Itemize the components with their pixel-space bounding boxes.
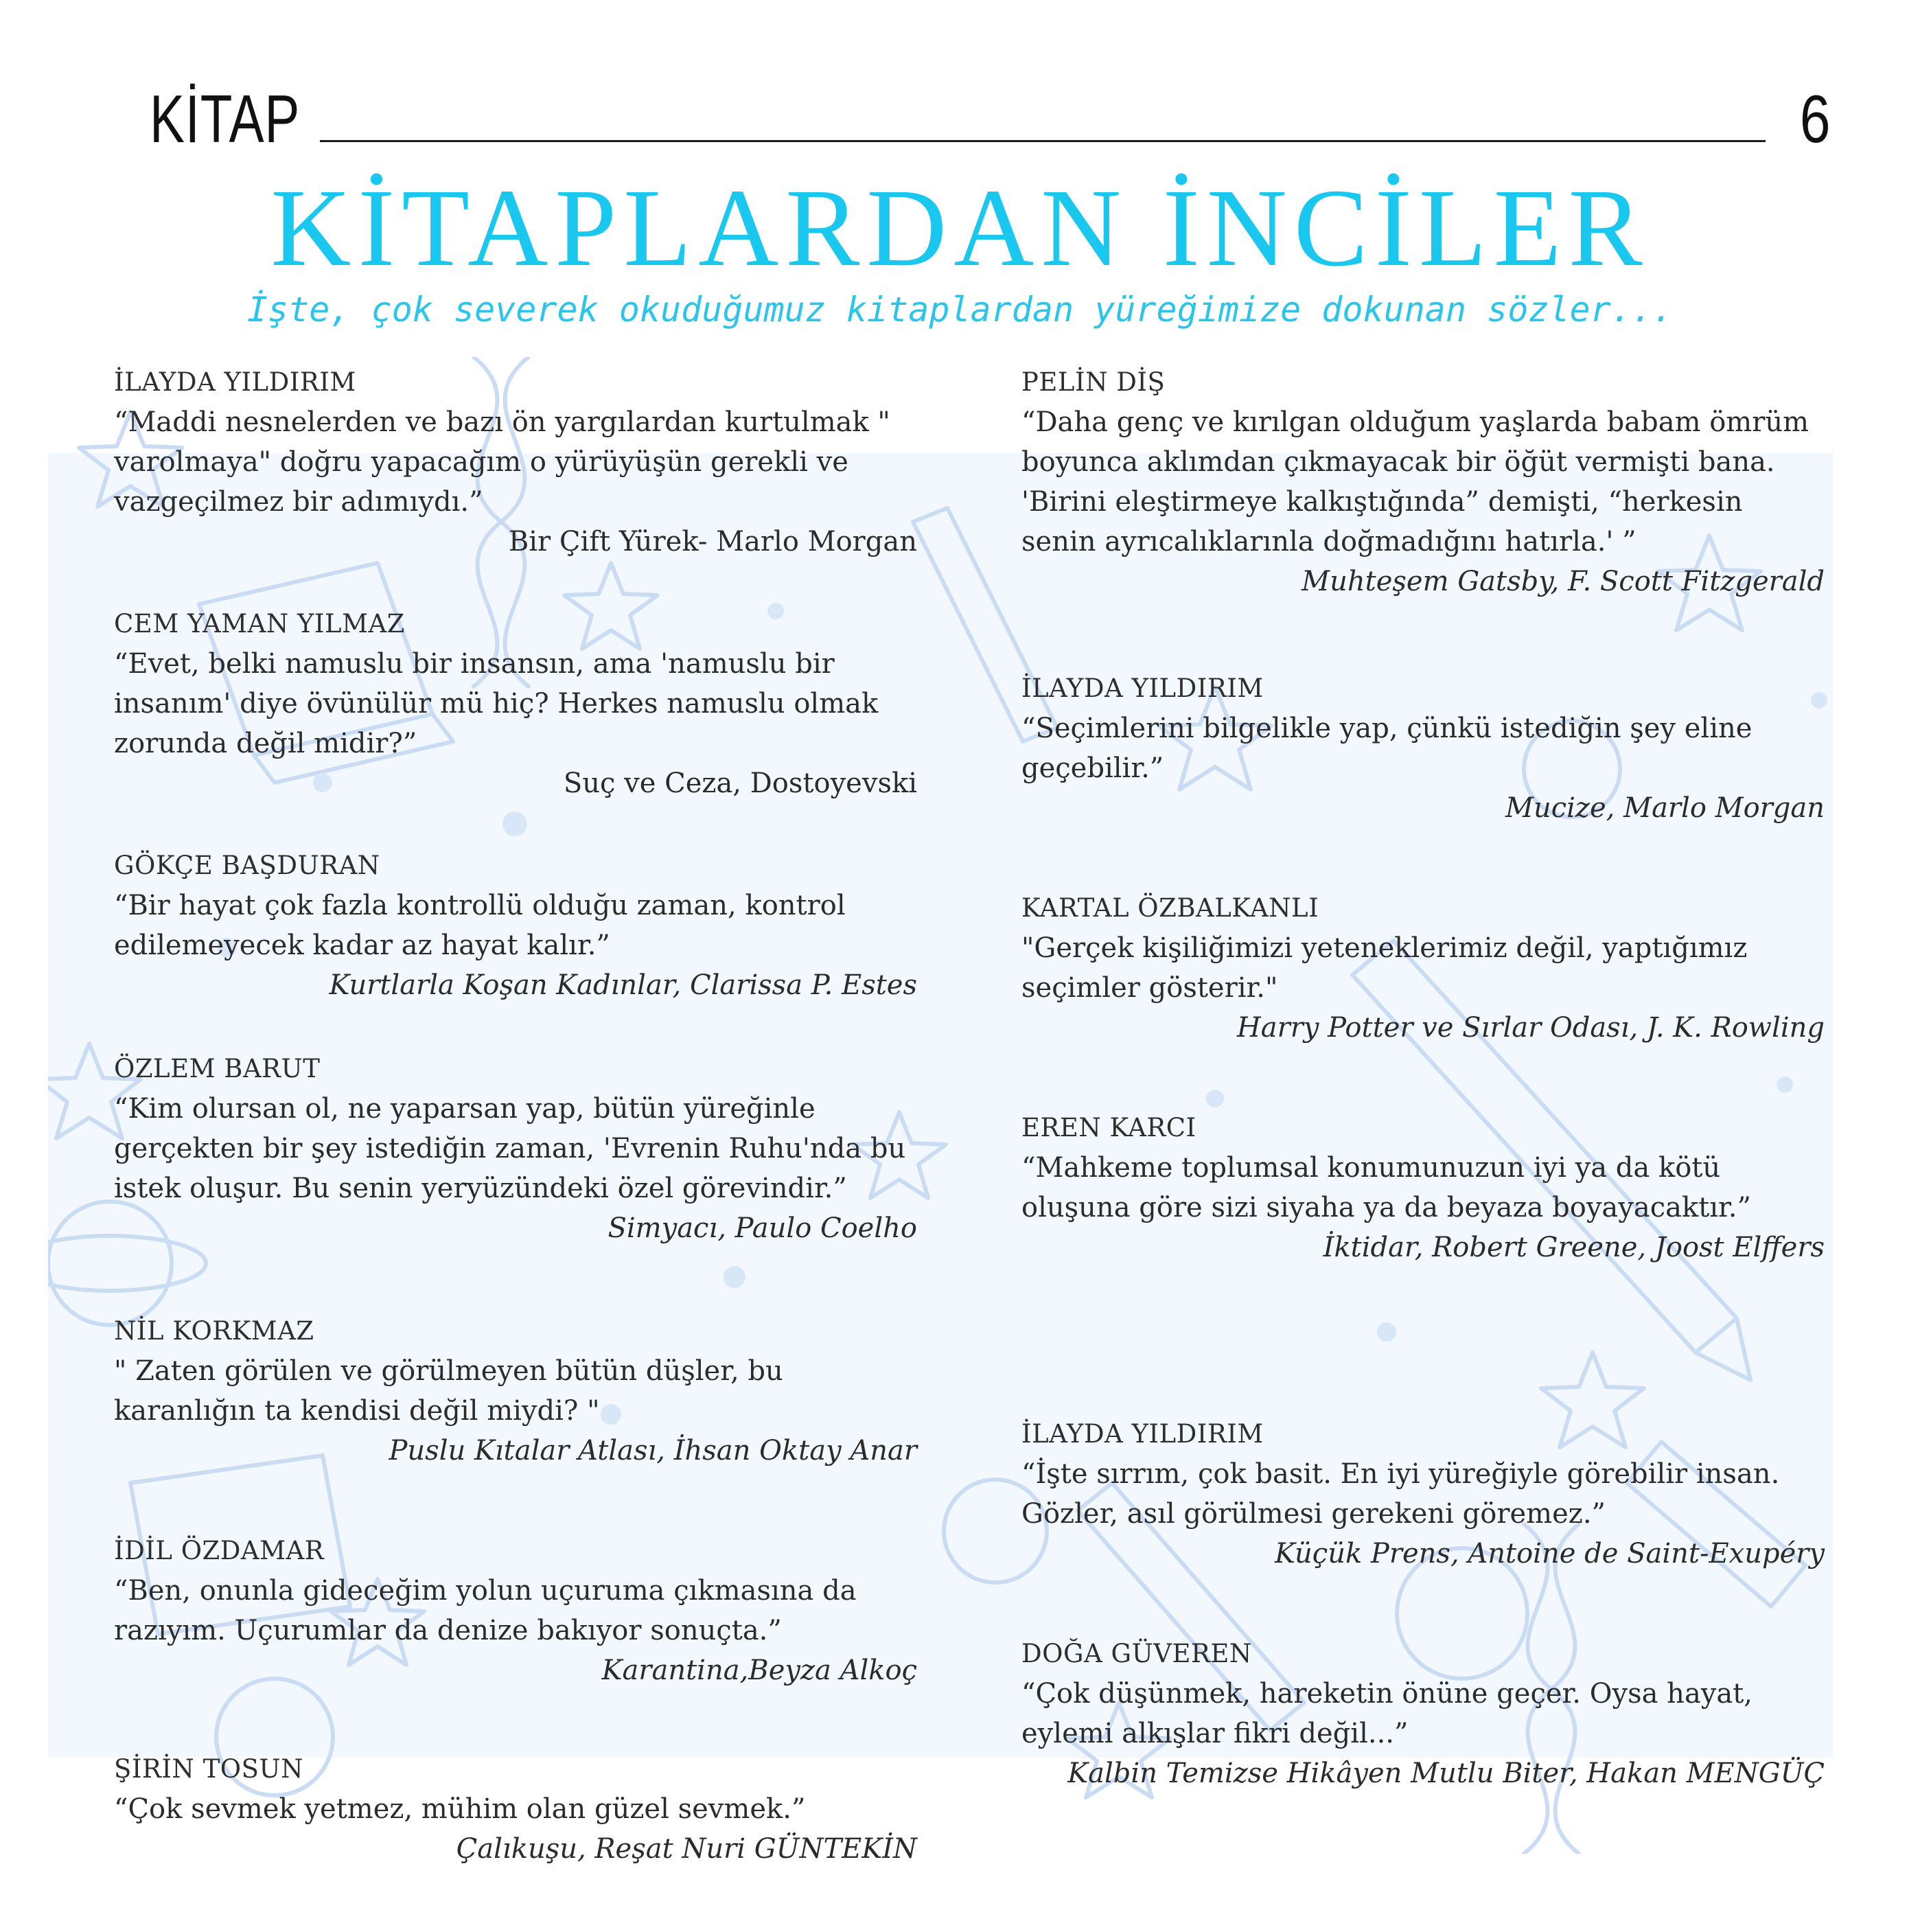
quote-text: “İşte sırrım, çok basit. En iyi yüreğiyle görebilir insan. Gözler, asıl görülmesi gerekeni göremez.” <box>1021 1458 1780 1530</box>
quote-entry <box>1021 363 1825 601</box>
quote-source: Kalbin Temizse Hikâyen Mutlu Biter, Hakan MENGÜÇ <box>1067 1758 1825 1789</box>
contributor-name: ŞİRİN TOSUN <box>114 1754 303 1784</box>
contributor-name: GÖKÇE BAŞDURAN <box>114 851 380 880</box>
quote-source: Puslu Kıtalar Atlası, İhsan Oktay Anar <box>389 1435 917 1467</box>
quote-source: Muhteşem Gatsby, F. Scott Fitzgerald <box>1302 566 1825 597</box>
quote-entry <box>1021 888 1825 1048</box>
quote-source: Bir Çift Yürek- Marlo Morgan <box>508 526 917 557</box>
quote-text: “Maddi nesnelerden ve bazı ön yargılardan kurtulmak " varolmaya" doğru yapacağım o yürüyüşün gerekli ve vazgeçilmez bir adımıydı.” <box>114 406 890 518</box>
quote-source: Harry Potter ve Sırlar Odası, J. K. Rowling <box>1236 1012 1825 1044</box>
quote-entry <box>114 846 917 1005</box>
dot-doodle <box>724 1266 745 1288</box>
quote-entry <box>1021 1414 1825 1574</box>
contributor-name: NİL KORKMAZ <box>114 1316 314 1346</box>
quote-entry <box>114 1749 917 1869</box>
quote-source: Kurtlarla Koşan Kadınlar, Clarissa P. Estes <box>329 969 917 1001</box>
quote-text: “Daha genç ve kırılgan olduğum yaşlarda babam ömrüm boyunca aklımdan çıkmayacak bir öğüt vermişti bana. 'Birini eleştirmeye kalkıştığında” demişti, “herkesin senin ayrıcalıklarınla doğmadığını hatırla.' ” <box>1021 406 1809 557</box>
quote-text: “Mahkeme toplumsal konumunuzun iyi ya da kötü oluşuna göre sizi siyaha ya da beyaza boyayacaktır.” <box>1021 1152 1751 1223</box>
page-title: KİTAPLARDAN İNCİLER <box>270 167 1650 290</box>
quote-entry <box>114 1049 917 1248</box>
quote-entry <box>1021 669 1825 828</box>
quote-source: Mucize, Marlo Morgan <box>1505 792 1825 824</box>
contributor-name: PELİN DİŞ <box>1021 367 1166 397</box>
quote-source: İktidar, Robert Greene, Joost Elffers <box>1323 1232 1825 1263</box>
quote-source: Küçük Prens, Antoine de Saint-Exupéry <box>1275 1538 1825 1569</box>
quote-text: “Kim olursan ol, ne yaparsan yap, bütün yüreğinle gerçekten bir şey istediğin zaman, 'Evrenin Ruhu'nda bu istek oluşur. Bu senin yeryüzündeki özel görevindir.” <box>114 1093 906 1204</box>
quote-source: Simyacı, Paulo Coelho <box>608 1212 917 1244</box>
dot-doodle <box>502 812 527 836</box>
contributor-name: İLAYDA YILDIRIM <box>114 367 356 397</box>
quote-entry <box>114 604 917 803</box>
quote-entry <box>114 363 917 562</box>
quote-text: “Seçimlerini bilgelikle yap, çünkü istediğin şey eline geçebilir.” <box>1021 713 1753 784</box>
contributor-name: İDİL ÖZDAMAR <box>114 1536 325 1565</box>
page-number: 6 <box>1800 81 1831 157</box>
quote-text: “Çok düşünmek, hareketin önüne geçer. Oysa hayat, eylemi alkışlar fikri değil...” <box>1021 1678 1753 1749</box>
contributor-name: DOĞA GÜVEREN <box>1021 1639 1252 1668</box>
quote-text: “Ben, onunla gideceğim yolun uçuruma çıkmasına da razıyım. Uçurumlar da denize bakıyor sonuçta.” <box>114 1575 857 1646</box>
contributor-name: ÖZLEM BARUT <box>114 1054 321 1083</box>
quote-entry <box>114 1311 917 1471</box>
contributor-name: CEM YAMAN YILMAZ <box>114 609 405 639</box>
quote-text: “Evet, belki namuslu bir insansın, ama 'namuslu bir insanım' diye övünülür mü hiç? Herkes namuslu olmak zorunda değil midir?” <box>114 648 879 759</box>
quote-text: " Zaten görülen ve görülmeyen bütün düşler, bu karanlığın ta kendisi değil miydi? " <box>114 1355 783 1427</box>
contributor-name: İLAYDA YILDIRIM <box>1021 674 1264 703</box>
section-label: KİTAP <box>150 81 301 157</box>
dot-doodle <box>1377 1322 1396 1342</box>
quote-entry <box>1021 1634 1825 1793</box>
dot-doodle <box>1777 1077 1793 1093</box>
quote-text: “Bir hayat çok fazla kontrollü olduğu zaman, kontrol edilemeyecek kadar az hayat kalır.” <box>114 890 846 961</box>
quote-entry <box>114 1531 917 1690</box>
contributor-name: EREN KARCI <box>1021 1113 1196 1142</box>
header-rule-divider <box>320 140 1766 142</box>
quote-source: Karantina,Beyza Alkoç <box>601 1655 917 1686</box>
dot-doodle <box>1206 1090 1224 1107</box>
quote-text: "Gerçek kişiliğimizi yeteneklerimiz değil, yaptığımız seçimler gösterir." <box>1021 932 1748 1004</box>
quote-entry <box>1021 1108 1825 1267</box>
contributor-name: KARTAL ÖZBALKANLI <box>1021 893 1319 923</box>
quote-text: “Çok sevmek yetmez, mühim olan güzel sevmek.” <box>114 1793 806 1825</box>
contributor-name: İLAYDA YILDIRIM <box>1021 1419 1264 1449</box>
page-subtitle: İşte, çok severek okuduğumuz kitaplardan yüreğimize dokunan sözler... <box>246 290 1674 330</box>
page-header <box>0 0 1920 165</box>
quote-source: Suç ve Ceza, Dostoyevski <box>563 768 917 799</box>
quote-source: Çalıkuşu, Reşat Nuri GÜNTEKİN <box>456 1833 917 1865</box>
